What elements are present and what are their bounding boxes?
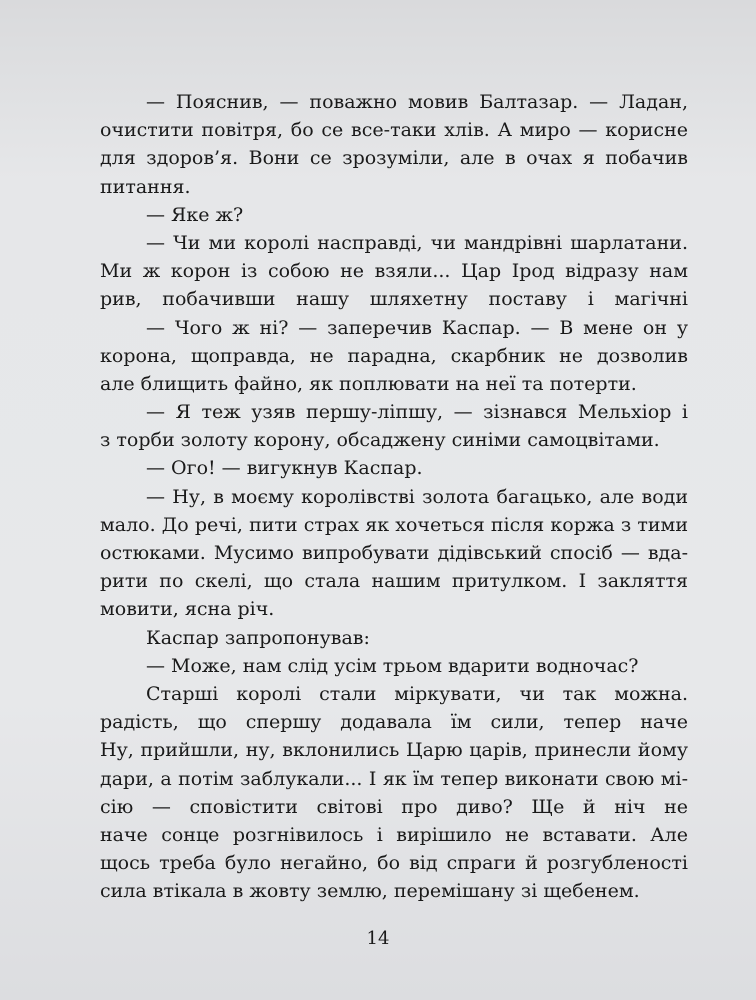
text-line: — Ого! — вигукнув Каспар. (146, 457, 423, 480)
text-line: питання. (100, 175, 191, 198)
text-line: радість, що спершу додавала їм сили, тепер наче (100, 711, 688, 734)
text-line: — Пояснив, — поважно мовив Балтазар. — Ладан, (146, 91, 688, 113)
text-line: корона, щоправда, не парадна, скарбник не дозволив (100, 344, 688, 367)
body-text (100, 88, 688, 905)
text-line: сила втікала в жовту землю, перемішану зі щебенем. (100, 880, 640, 903)
text-line: дари, а потім заблукали... І як їм тепер виконати свою мі- (100, 767, 688, 790)
text-line: для здоров’я. Вони се зрозуміли, але в очах я побачив (100, 147, 688, 170)
text-line: рити по скелі, що стала нашим притулком. І закляття (100, 570, 688, 593)
text-line: — Чого ж ні? — заперечив Каспар. — В мене он у (146, 316, 688, 339)
text-line: Каспар запропонував: (146, 626, 370, 649)
text-line: — Ну, в моєму королівстві золота багацько, але води (146, 485, 688, 508)
text-line: очистити повітря, бо се все-таки хлів. А миро — корисне (100, 119, 688, 142)
page-number: 14 (366, 928, 390, 949)
text-line: щось треба було негайно, бо від спраги й розгубленості (100, 852, 688, 875)
text-line: але блищить файно, як поплювати на неї та потерти. (100, 372, 637, 395)
text-line: — Чи ми королі насправді, чи мандрівні шарлатани. (146, 231, 688, 254)
text-line: наче сонце розгнівилось і вирішило не вставати. Але (100, 823, 688, 846)
text-line: Ну, прийшли, ну, вклонились Царю царів, принесли йому (100, 739, 688, 762)
text-line: — Може, нам слід усім трьом вдарити водночас? (146, 654, 639, 677)
text-line: — Яке ж? (146, 203, 244, 226)
text-line: остюками. Мусимо випробувати дідівський спосіб — вда- (100, 542, 688, 564)
text-line: мовити, ясна річ. (100, 598, 275, 621)
text-line: мало. До речі, пити страх як хочеться після коржа з тими (100, 513, 688, 536)
text-line: — Я теж узяв першу-ліпшу, — зізнався Мельхіор і (146, 401, 688, 424)
text-line: Ми ж корон із собою не взяли... Цар Ірод відразу нам (100, 260, 688, 283)
text-line: рив, побачивши нашу шляхетну поставу і магічні (100, 288, 688, 311)
text-line: з торби золоту корону, обсаджену синіми самоцвітами. (100, 429, 660, 452)
text-line: Старші королі стали міркувати, чи так можна. (146, 682, 688, 705)
text-line: сію — сповістити світові про диво? Ще й ніч не (100, 795, 688, 818)
